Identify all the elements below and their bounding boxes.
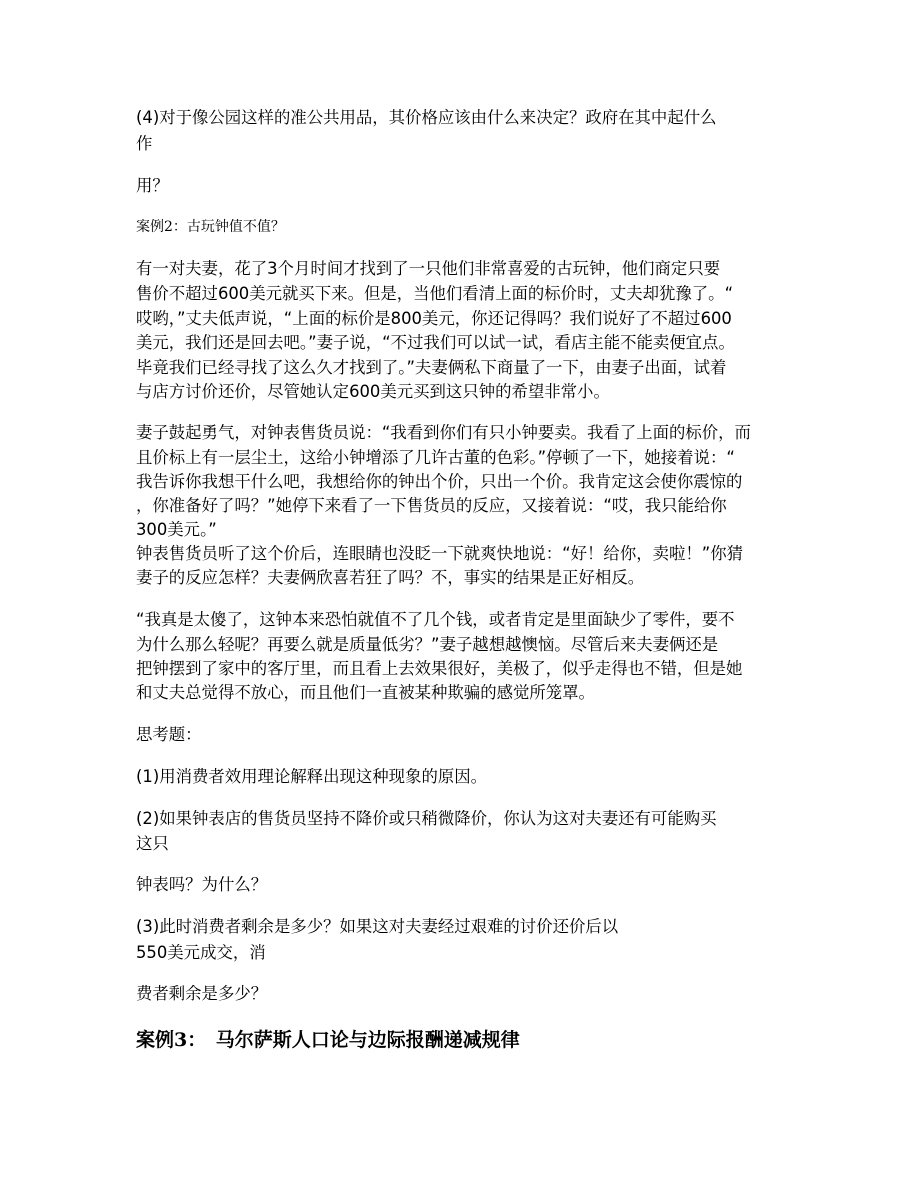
case-2-title: 案例2：古玩钟值不值？: [136, 219, 285, 235]
case-2-paragraph-2-line-7: 妻子的反应怎样？夫妻俩欣喜若狂了吗？不，事实的结果是正好相反。: [136, 568, 645, 587]
question-1: (1)用消费者效用理论解释出现这种现象的原因。: [136, 767, 488, 786]
case-2-paragraph-2-line-2: 且价标上有一层尘土，这给小钟增添了几许古董的色彩。”停顿了一下，她接着说：“: [136, 448, 735, 467]
case-2-paragraph-1-line-3: 哎哟，”丈夫低声说，“上面的标价是800美元，你还记得吗？我们说好了不超过600: [136, 309, 732, 328]
case-2-paragraph-1-line-2: 售价不超过600美元就买下来。但是，当他们看清上面的标价时，丈夫却犹豫了。“: [136, 284, 734, 303]
question-3-line-2: 550美元成交，消: [136, 943, 266, 962]
case-2-paragraph-2-line-3: 我告诉你我想干什么吧，我想给你的钟出个价，只出一个价。我肯定这会使你震惊的: [136, 472, 743, 491]
case-2-paragraph-3-line-1: “我真是太傻了，这钟本来恐怕就值不了几个钱，或者肯定是里面缺少了零件，要不: [136, 610, 735, 629]
case-2-paragraph-1-line-1: 有一对夫妻，花了3个月时间才找到了一只他们非常喜爱的古玩钟，他们商定只要: [136, 259, 721, 278]
case-2-paragraph-1-line-6: 与店方讨价还价，尽管她认定600美元买到这只钟的希望非常小。: [136, 382, 610, 401]
case-2-paragraph-2-line-6: 钟表售货员听了这个价后，连眼睛也没眨一下就爽快地说：“好！给你，卖啦！”你猜: [136, 544, 744, 563]
question-4-line-2: 作: [136, 134, 153, 153]
question-3-line-1: (3)此时消费者剩余是多少？如果这对夫妻经过艰难的讨价还价后以: [136, 917, 619, 936]
question-4-line-1: (4)对于像公园这样的准公共用品，其价格应该由什么来决定？政府在其中起什么: [136, 108, 717, 127]
case-2-paragraph-3-line-3: 把钟摆到了家中的客厅里，而且看上去效果很好，美极了，似乎走得也不错，但是她: [136, 659, 743, 678]
question-2-line-3: 钟表吗？为什么？: [136, 875, 268, 894]
case-3-heading: 案例3： 马尔萨斯人口论与边际报酬递减规律: [136, 1029, 520, 1051]
case-2-paragraph-2-line-4: ，你准备好了吗？”她停下来看了一下售货员的反应，又接着说：“哎，我只能给你: [136, 496, 727, 515]
discussion-heading: 思考题：: [136, 725, 202, 744]
case-2-paragraph-1-line-5: 毕竟我们已经寻找了这么久才找到了。”夫妻俩私下商量了一下，由妻子出面，试着: [136, 358, 727, 377]
question-3-line-3: 费者剩余是多少？: [136, 984, 268, 1003]
case-2-paragraph-2-line-5: 300美元。”: [136, 520, 217, 539]
case-2-paragraph-3-line-2: 为什么那么轻呢？再要么就是质量低劣？”妻子越想越懊恼。尽管后来夫妻俩还是: [136, 635, 719, 654]
question-4-line-3: 用？: [136, 176, 169, 195]
case-2-paragraph-1-line-4: 美元，我们还是回去吧。”妻子说，“不过我们可以试一试，看店主能不能卖便宜点。: [136, 333, 735, 352]
question-2-line-2: 这只: [136, 834, 169, 853]
case-2-paragraph-3-line-4: 和丈夫总觉得不放心，而且他们一直被某种欺骗的感觉所笼罩。: [136, 683, 595, 702]
case-2-paragraph-2-line-1: 妻子鼓起勇气，对钟表售货员说：“我看到你们有只小钟要卖。我看了上面的标价，而: [136, 423, 751, 442]
question-2-line-1: (2)如果钟表店的售货员坚持不降价或只稍微降价，你认为这对夫妻还有可能购买: [136, 809, 717, 828]
